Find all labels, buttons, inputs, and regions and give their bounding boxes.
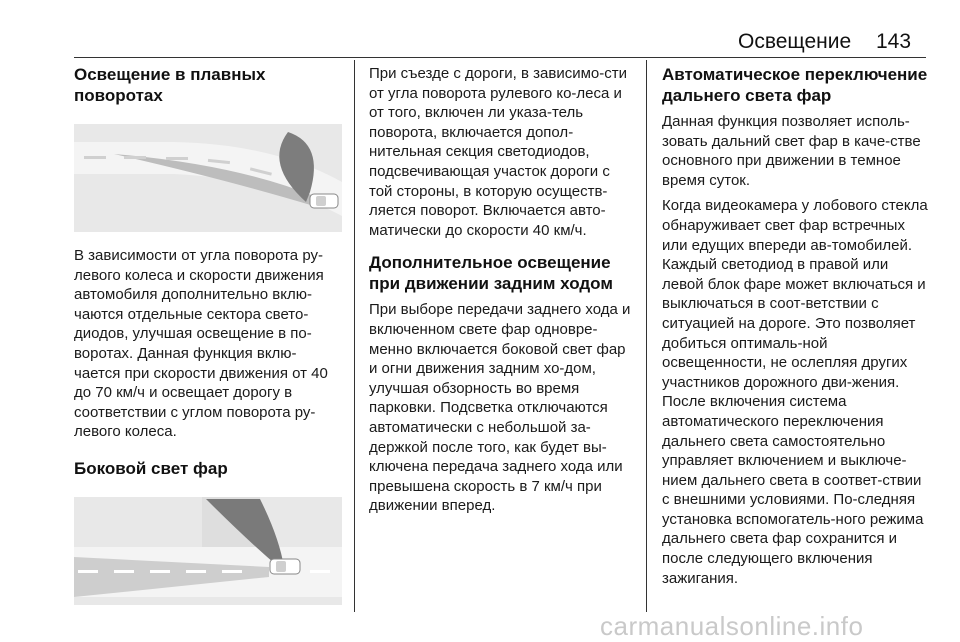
column-1 — [74, 64, 342, 605]
paragraph-auto-high-beam-intro: Данная функция позволяет исполь-зовать дальний свет фар в каче-стве основного при движении в темное время суток. — [662, 113, 921, 189]
curve-lighting-illustration — [74, 124, 342, 232]
column-3 — [662, 64, 928, 588]
column-divider-1 — [354, 60, 355, 612]
column-2 — [369, 64, 631, 516]
side-light-illustration — [74, 497, 342, 605]
heading-auto-high-beam: Автоматическое переключение дальнего света фар — [662, 65, 928, 105]
paragraph-reverse-lighting: При выборе передачи заднего хода и включенном свете фар одновре-менно включается боковой свет фар и огни движения задним хо-дом, улучшая обзорность во время парковки. Подсветка отключаются автоматически с небольшой за-держкой после того, как будет вы-ключена передача заднего хода или превышена скорость в 7 км/ч при движении вперед. — [369, 301, 631, 515]
paragraph-side-light: При съезде с дороги, в зависимо-сти от угла поворота рулевого ко-леса и от того, включен ли указа-тель поворота, включается допол-нительная секция светодиодов, подсвечивающая участок дороги с той стороны, в которую осуществ-ляется поворот. Включается авто-матически до скорости 40 км/ч. — [369, 65, 627, 239]
heading-curve-lighting: Освещение в плавных поворотах — [74, 65, 266, 105]
watermark: carmanualsonline.info — [600, 611, 864, 641]
heading-side-light: Боковой свет фар — [74, 458, 228, 478]
page-number: 143 — [876, 30, 912, 53]
running-header-title: Освещение — [738, 30, 852, 53]
column-divider-2 — [646, 60, 647, 612]
paragraph-auto-high-beam-detail: Когда видеокамера у лобового стекла обнаруживает свет фар встречных или едущих впереди ав-томобилей. Каждый светодиод в правой или левой блок фаре может включаться и выключаться в соот-ветствии с ситуацией на дороге. Это позволяет добиться оптималь-ной освещенности, не ослепляя других участников дорожного дви-жения. После включения система автоматического переключения дальнего света самостоятельно управляет включением и выключе-нием дальнего света в соответ-ствии с внешними условиями. По-следняя установка вспомогатель-ного режима дальнего света фар сохранится и после следующего включения зажигания. — [662, 197, 928, 587]
paragraph-curve-lighting: В зависимости от угла поворота ру-левого колеса и скорости движения автомобиля дополнительно вклю-чаются отдельные секторa свето-диодов, улучшая освещение в по-воротах. Данная функция вклю-чается при скорости движения от 40 до 70 км/ч и освещает дорогу в соответствии с углом поворота ру-левого колеса. — [74, 247, 328, 441]
header-rule — [74, 57, 926, 58]
heading-reverse-lighting: Дополнительное освещение при движении задним ходом — [369, 253, 613, 294]
